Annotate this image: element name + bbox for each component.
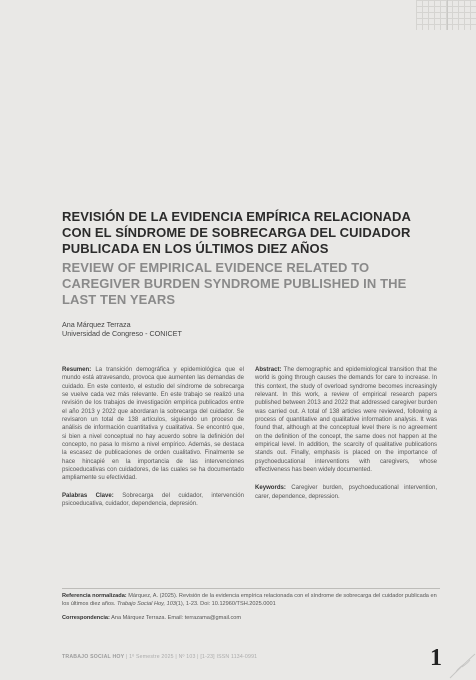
keywords-text: Caregiver burden, psychoeducational intervention, carer, dependence, depression. xyxy=(255,485,438,500)
resumen-label: Resumen: xyxy=(62,367,92,373)
author-block xyxy=(62,320,422,338)
reference-label: Referencia normalizada: xyxy=(62,593,127,599)
reference-block xyxy=(62,588,440,623)
keywords-paragraph xyxy=(255,484,437,501)
page-footer xyxy=(62,654,257,660)
decorative-line xyxy=(447,0,448,30)
footer-issue-info: | 1º Semestre 2025 | Nº 103 | [1-23] ISSN 1134-0991 xyxy=(125,654,258,660)
palabras-clave-text: Sobrecarga del cuidador, intervención psicoeducativa, cuidador, dependencia, depresión. xyxy=(62,492,244,508)
reference-journal: Trabajo Social Hoy, 103 xyxy=(117,600,176,607)
abstract-label: Abstract: xyxy=(255,367,282,373)
reference-doi: (1), 1-23. Doi: 10.12960/TSH.2025.0001 xyxy=(175,600,276,607)
decorative-grid xyxy=(416,0,476,30)
reference-paragraph xyxy=(62,593,440,608)
page-number: 1 xyxy=(430,645,442,671)
correspondence-text: Ana Márquez Terraza. Email: terrazama@gmail.com xyxy=(111,615,242,622)
author-name: Ana Márquez Terraza xyxy=(62,320,131,329)
correspondence-paragraph xyxy=(62,615,440,623)
palabras-clave-label: Palabras Clave: xyxy=(62,492,114,499)
resumen-text: La transición demográfica y epidemiológica que el mundo está atravesando, provoca que aumenten las demandas de cuidado. En este contexto, el estudio del síndrome de sobrecarga se vuelve cada vez más relevante. En este trabajo se realizó una revisión de los trabajos de investigación empírica publicados entre el año 2013 y 2022 que abordaran la sobrecarga del cuidador. Se revisaron un total de 138 artículos, siguiendo un proceso de análisis de información cuantitativa y cualitativa. Se encontró que, si bien a nivel conceptual no hay acuerdo sobre la definición del concepto, no pasa lo mismo a nivel empírico. Además, se destaca la escasez de publicaciones de orden cualitativo. Finalmente se hace hincapié en la importancia de las intervenciones psicoeducativas con cuidadores, de las cuales se ha documentado ampliamente su efectividad. xyxy=(62,367,244,482)
author-affiliation: Universidad de Congreso - CONICET xyxy=(62,329,182,338)
journal-name: TRABAJO SOCIAL HOY xyxy=(62,654,125,660)
spanish-abstract-column xyxy=(62,366,244,509)
abstract-text: The demographic and epidemiological transition that the world is going through causes the demands for care to increase. In this context, the study of overload syndrome becomes increasingly relevant. In this work, a review of empirical research papers published between 2013 and 2022 that addressed caregiver burden was carried out. A total of 138 articles were reviewed, following a process of quantitative and qualitative information analysis. It was found that, although at the conceptual level there is no agreement on the definition of the concept, the same does not happen at the empirical level. In addition, the scarcity of qualitative publications stands out. Finally, emphasis is placed on the importance of psychoeducational interventions with caregivers, whose effectiveness has been widely documented. xyxy=(255,367,437,474)
english-abstract-column xyxy=(255,366,437,501)
title-english: REVIEW OF EMPIRICAL EVIDENCE RELATED TO CAREGIVER BURDEN SYNDROME PUBLISHED IN THE LAST TEN YEARS xyxy=(62,260,407,307)
title-spanish: REVISIÓN DE LA EVIDENCIA EMPÍRICA RELACIONADA CON EL SÍNDROME DE SOBRECARGA DEL CUIDADOR PUBLICADA EN LOS ÚLTIMOS DIEZ AÑOS xyxy=(62,209,411,256)
correspondence-label: Correspondencia: xyxy=(62,615,110,622)
palabras-clave-paragraph xyxy=(62,492,244,509)
title-block xyxy=(62,209,442,308)
resumen-paragraph xyxy=(62,366,244,483)
abstract-paragraph xyxy=(255,366,437,474)
reference-text: Márquez, A. (2025). Revisión de la evidencia empírica relacionada con el síndrome de sobrecarga del cuidador publicada en los últimos diez años. xyxy=(62,593,437,607)
decorative-leaf-icon xyxy=(448,652,476,680)
keywords-label: Keywords: xyxy=(255,485,286,492)
